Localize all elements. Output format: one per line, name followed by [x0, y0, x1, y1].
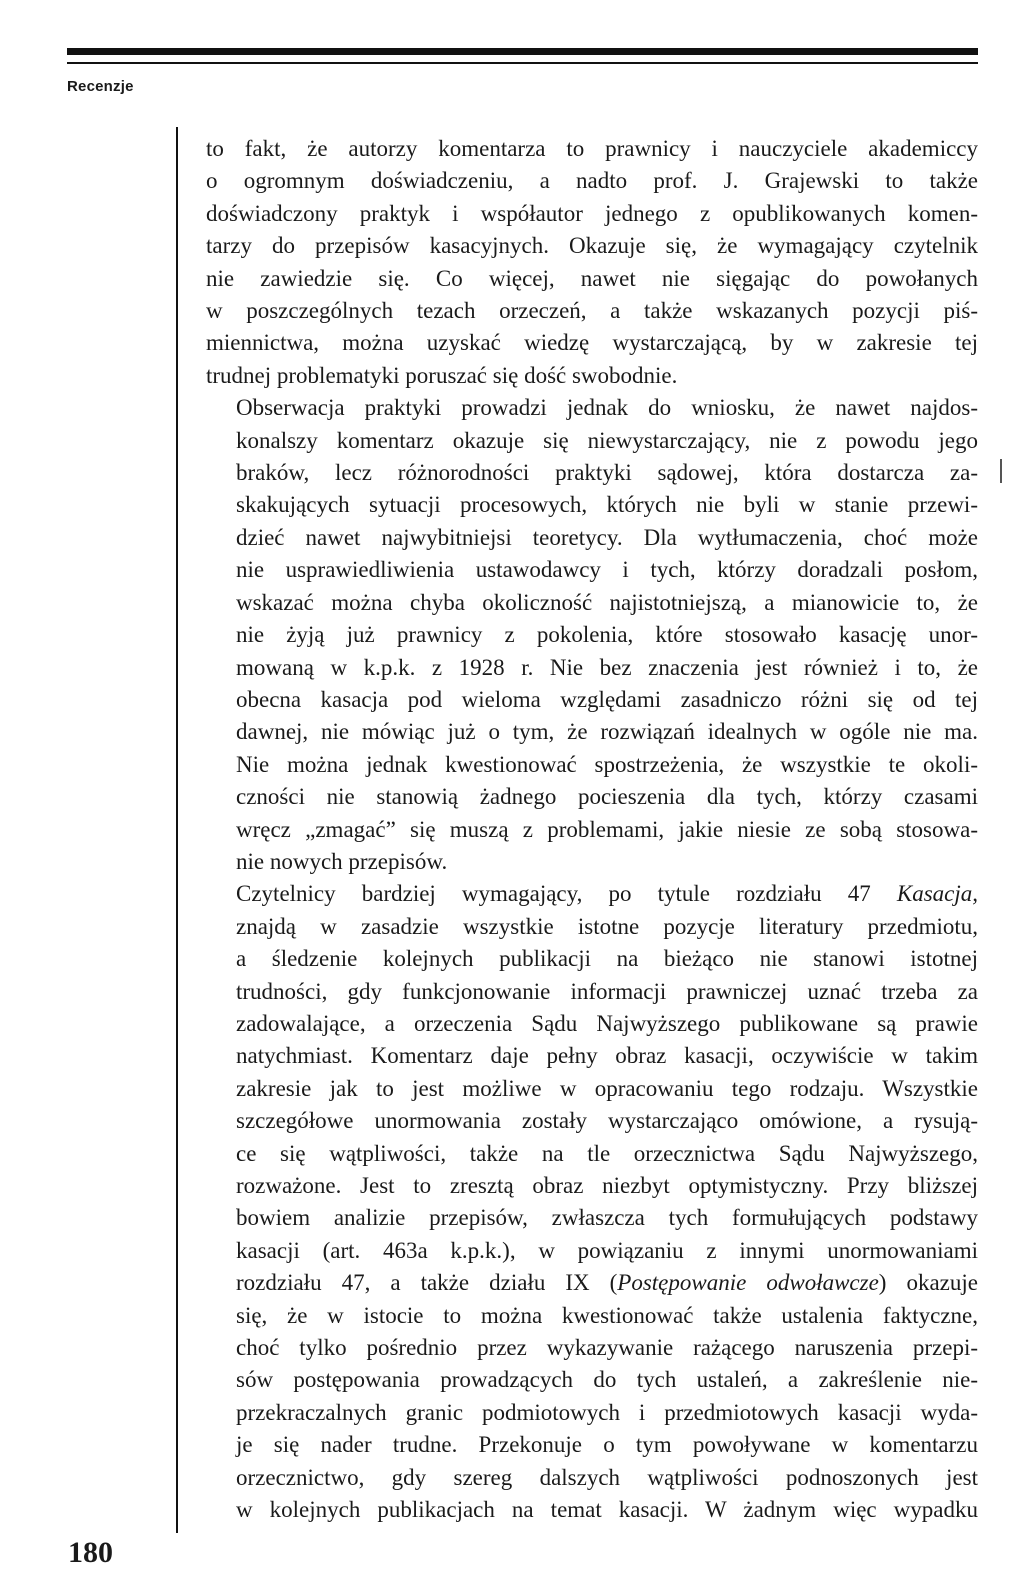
text-segment: orzecznictwo, gdy szereg dalszych wątpliwości podnoszonych jest: [236, 1464, 978, 1490]
header-rule-thick: [67, 48, 978, 55]
text-line: [206, 425, 978, 457]
text-line: [206, 1397, 978, 1429]
text-segment: nie zawiedzie się. Co więcej, nawet nie sięgając do powołanych: [206, 265, 978, 291]
text-segment: skakujących sytuacji procesowych, których nie byli w stanie przewi-: [236, 492, 978, 518]
paragraph: [206, 878, 978, 1526]
text-line: [206, 1300, 978, 1332]
text-line: [206, 781, 978, 813]
text-segment: trudności, gdy funkcjonowanie informacji prawniczej uznać trzeba za: [236, 978, 978, 1004]
text-line: [206, 1462, 978, 1494]
text-line: [206, 392, 978, 424]
text-line: [206, 587, 978, 619]
text-line: [206, 522, 978, 554]
text-line: [206, 1364, 978, 1396]
section-label: Recenzje: [67, 78, 134, 95]
text-segment: w kolejnych publikacjach na temat kasacji. W żadnym więc wypadku: [236, 1497, 978, 1523]
text-segment: Obserwacja praktyki prowadzi jednak do wniosku, że nawet najdos-: [236, 395, 978, 421]
margin-rule: [176, 127, 178, 1533]
text-segment: nie usprawiedliwienia ustawodawcy i tych, którzy doradzali posłom,: [236, 557, 978, 583]
text-segment: natychmiast. Komentarz daje pełny obraz kasacji, oczywiście w takim: [236, 1043, 978, 1069]
header-rule-thin: [67, 62, 978, 64]
body-text: [206, 133, 978, 1526]
text-line: [206, 198, 978, 230]
text-segment: o ogromnym doświadczeniu, a nadto prof. J. Grajewski to także: [206, 168, 978, 194]
text-line: [206, 1170, 978, 1202]
text-segment: doświadczony praktyk i współautor jednego z opublikowanych komen-: [206, 200, 978, 226]
text-line: [206, 554, 978, 586]
text-segment: mowaną w k.p.k. z 1928 r. Nie bez znaczenia jest również i to, że: [236, 654, 978, 680]
text-line: [206, 878, 978, 910]
text-segment: przekraczalnych granic podmiotowych i przedmiotowych kasacji wyda-: [236, 1399, 978, 1425]
text-segment: to fakt, że autorzy komentarza to prawnicy i nauczyciele akademiccy: [206, 136, 978, 161]
text-segment: szczegółowe unormowania zostały wystarczająco omówione, a rysują-: [236, 1108, 978, 1134]
text-line: [206, 652, 978, 684]
paragraph: [206, 392, 978, 878]
text-segment: Nie można jednak kwestionować spostrzeżenia, że wszystkie te okoli-: [236, 751, 978, 777]
text-line: [206, 846, 978, 878]
text-segment: choć tylko pośrednio przez wykazywanie rażącego naruszenia przepi-: [236, 1335, 978, 1361]
italic-text: Kasacja,: [896, 881, 978, 907]
text-segment: dzieć nawet najwybitniejsi teoretycy. Dla wytłumaczenia, choć może: [236, 524, 978, 550]
text-line: [206, 814, 978, 846]
text-line: [206, 263, 978, 295]
text-segment: tarzy do przepisów kasacyjnych. Okazuje się, że wymagający czytelnik: [206, 233, 978, 259]
text-segment: Czytelnicy bardziej wymagający, po tytule rozdziału 47: [236, 881, 897, 907]
margin-mark: [1000, 459, 1002, 483]
text-segment: kasacji (art. 463a k.p.k.), w powiązaniu z innymi unormowaniami: [236, 1237, 978, 1263]
text-segment: ce się wątpliwości, także na tle orzecznictwa Sądu Najwyższego,: [236, 1140, 978, 1166]
text-segment: się, że w istocie to można kwestionować także ustalenia faktyczne,: [236, 1302, 978, 1328]
text-line: [206, 1073, 978, 1105]
text-line: [206, 1267, 978, 1299]
text-line: [206, 360, 978, 392]
text-segment: rozdziału 47, a także działu IX (: [236, 1270, 618, 1296]
text-line: [206, 327, 978, 359]
text-line: [206, 295, 978, 327]
text-line: [206, 1235, 978, 1267]
text-line: [206, 1332, 978, 1364]
text-line: [206, 1105, 978, 1137]
text-line: [206, 976, 978, 1008]
text-segment: rozważone. Jest to zresztą obraz niezbyt optymistyczny. Przy bliższej: [236, 1173, 978, 1198]
text-line: [206, 943, 978, 975]
text-segment: nie nowych przepisów.: [236, 848, 448, 874]
text-line: [206, 716, 978, 748]
text-line: [206, 1008, 978, 1040]
text-line: [206, 684, 978, 716]
text-segment: zadowalające, a orzeczenia Sądu Najwyższego publikowane są prawie: [236, 1010, 978, 1036]
text-segment: wskazać można chyba okoliczność najistotniejszą, a mianowicie to, że: [236, 589, 978, 615]
text-line: [206, 619, 978, 651]
text-segment: braków, lecz różnorodności praktyki sądowej, która dostarcza za-: [236, 460, 978, 486]
text-segment: ) okazuje: [878, 1270, 978, 1296]
text-segment: sów postępowania prowadzących do tych ustaleń, a zakreślenie nie-: [236, 1367, 978, 1393]
text-line: [206, 1202, 978, 1234]
text-segment: wręcz „zmagać” się muszą z problemami, jakie niesie ze sobą stosowa-: [236, 816, 978, 842]
text-line: [206, 230, 978, 262]
text-line: [206, 749, 978, 781]
text-segment: miennictwa, można uzyskać wiedzę wystarczającą, by w zakresie tej: [206, 330, 978, 356]
text-line: [206, 1040, 978, 1072]
text-segment: zakresie jak to jest możliwe w opracowaniu tego rodzaju. Wszystkie: [236, 1075, 978, 1101]
text-segment: trudnej problematyki poruszać się dość swobodnie.: [206, 362, 678, 388]
text-segment: nie żyją już prawnicy z pokolenia, które stosowało kasację unor-: [236, 622, 978, 648]
text-line: [206, 1429, 978, 1461]
text-line: [206, 489, 978, 521]
text-segment: je się nader trudne. Przekonuje o tym powoływane w komentarzu: [236, 1432, 978, 1458]
page-number: 180: [68, 1536, 113, 1569]
text-segment: znajdą w zasadzie wszystkie istotne pozycje literatury przedmiotu,: [236, 913, 978, 939]
text-segment: a śledzenie kolejnych publikacji na bieżąco nie stanowi istotnej: [236, 946, 978, 972]
text-line: [206, 165, 978, 197]
text-segment: dawnej, nie mówiąc już o tym, że rozwiązań idealnych w ogóle nie ma.: [236, 719, 978, 745]
text-line: [206, 1494, 978, 1526]
text-segment: czności nie stanowią żadnego pocieszenia dla tych, którzy czasami: [236, 784, 978, 810]
text-segment: bowiem analizie przepisów, zwłaszcza tych formułujących podstawy: [236, 1205, 978, 1231]
text-line: [206, 133, 978, 165]
text-segment: konalszy komentarz okazuje się niewystarczający, nie z powodu jego: [236, 427, 978, 453]
text-line: [206, 1138, 978, 1170]
text-line: [206, 457, 978, 489]
text-segment: w poszczególnych tezach orzeczeń, a także wskazanych pozycji piś-: [206, 298, 978, 324]
text-segment: obecna kasacja pod wieloma względami zasadniczo różni się od tej: [236, 686, 978, 712]
italic-text: Postępowanie odwoławcze: [617, 1270, 879, 1296]
paragraph: [206, 133, 978, 392]
text-line: [206, 911, 978, 943]
